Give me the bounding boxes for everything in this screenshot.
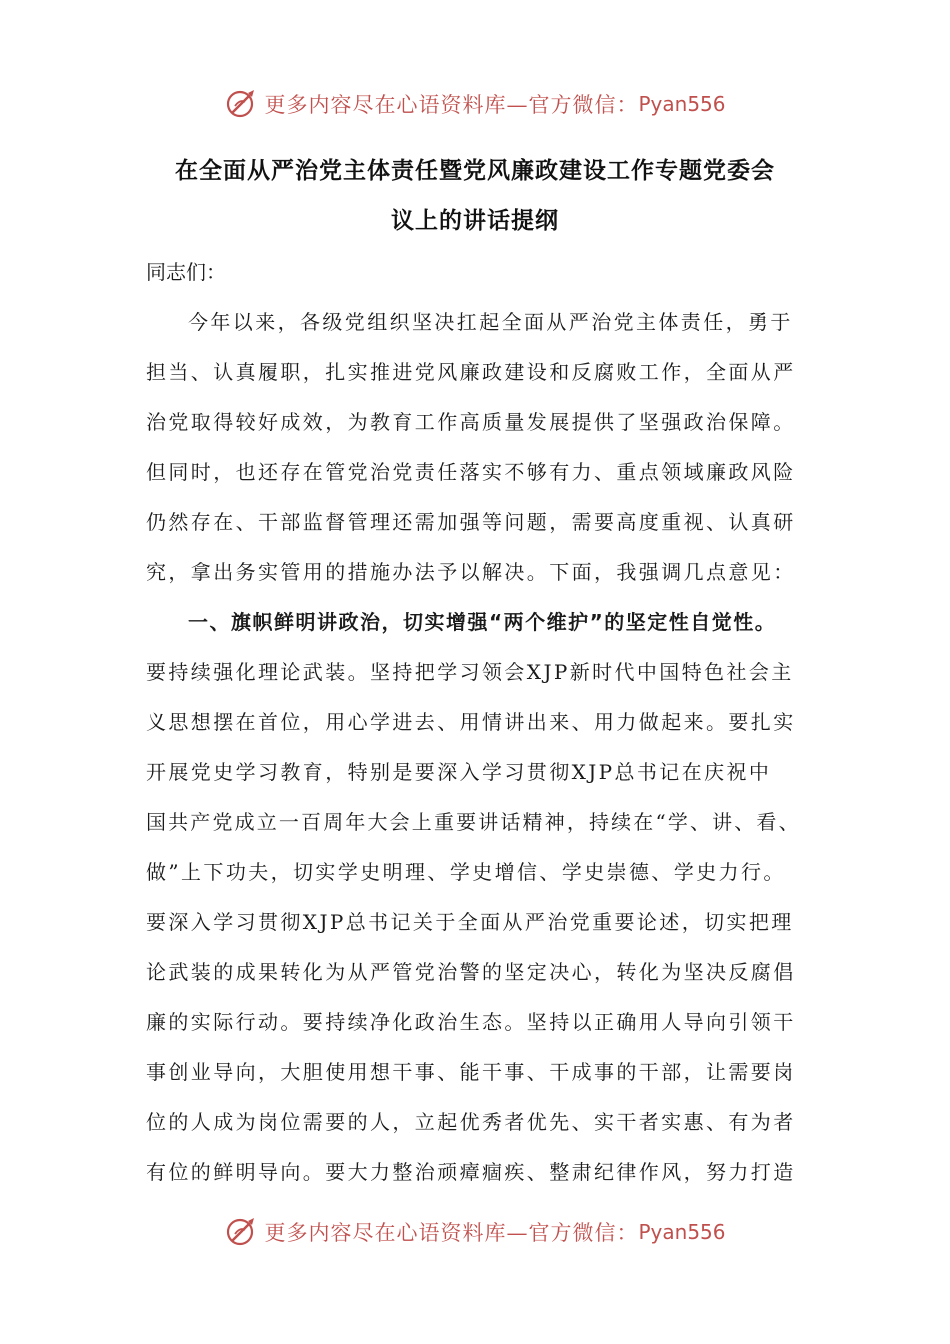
body-line: 要深入学习贯彻XJP总书记关于全面从严治党重要论述，切实把理	[146, 910, 794, 934]
header-banner	[0, 84, 950, 124]
banner-text: 更多内容尽在心语资料库—官方微信：	[264, 93, 639, 117]
body-line: 开展党史学习教育，特别是要深入学习贯彻XJP总书记在庆祝中	[146, 760, 772, 784]
section-heading: 一、旗帜鲜明讲政治，切实增强“两个维护”的坚定性自觉性。	[188, 610, 777, 634]
greeting: 同志们：	[146, 260, 226, 284]
banner-wechat-id: Pyan556	[638, 1220, 726, 1244]
pen-logo-icon	[224, 1215, 258, 1249]
body-line: 但同时，也还存在管党治党责任落实不够有力、重点领域廉政风险	[146, 460, 796, 484]
body-line: 治党取得较好成效，为教育工作高质量发展提供了坚强政治保障。	[146, 410, 796, 434]
body-line: 廉的实际行动。要持续净化政治生态。坚持以正确用人导向引领干	[146, 1010, 796, 1034]
document-title-line-1: 在全面从严治党主体责任暨党风廉政建设工作专题党委会	[175, 158, 775, 184]
body-line: 事创业导向，大胆使用想干事、能干事、干成事的干部，让需要岗	[146, 1060, 796, 1084]
body-line: 位的人成为岗位需要的人，立起优秀者优先、实干者实惠、有为者	[146, 1110, 796, 1134]
body-line: 有位的鲜明导向。要大力整治顽瘴痼疾、整肃纪律作风，努力打造	[146, 1160, 796, 1184]
body-line: 仍然存在、干部监督管理还需加强等问题，需要高度重视、认真研	[146, 510, 796, 534]
body-line: 做”上下功夫，切实学史明理、学史增信、学史崇德、学史力行。	[146, 860, 786, 884]
document-title-line-2: 议上的讲话提纲	[391, 208, 559, 234]
banner-text: 更多内容尽在心语资料库—官方微信：	[264, 1221, 639, 1245]
pen-logo-icon	[224, 87, 258, 121]
body-line: 究，拿出务实管用的措施办法予以解决。下面，我强调几点意见：	[146, 560, 796, 584]
banner-wechat-id: Pyan556	[638, 92, 726, 116]
body-line: 论武装的成果转化为从严管党治警的坚定决心，转化为坚决反腐倡	[146, 960, 796, 984]
footer-banner	[0, 1212, 950, 1252]
body-line: 要持续强化理论武装。坚持把学习领会XJP新时代中国特色社会主	[146, 660, 794, 684]
body-line: 义思想摆在首位，用心学进去、用情讲出来、用力做起来。要扎实	[146, 710, 796, 734]
body-line: 担当、认真履职，扎实推进党风廉政建设和反腐败工作，全面从严	[146, 360, 796, 384]
body-line: 国共产党成立一百周年大会上重要讲话精神，持续在“学、讲、看、	[146, 810, 801, 834]
body-line: 今年以来，各级党组织坚决扛起全面从严治党主体责任，勇于	[188, 310, 793, 334]
